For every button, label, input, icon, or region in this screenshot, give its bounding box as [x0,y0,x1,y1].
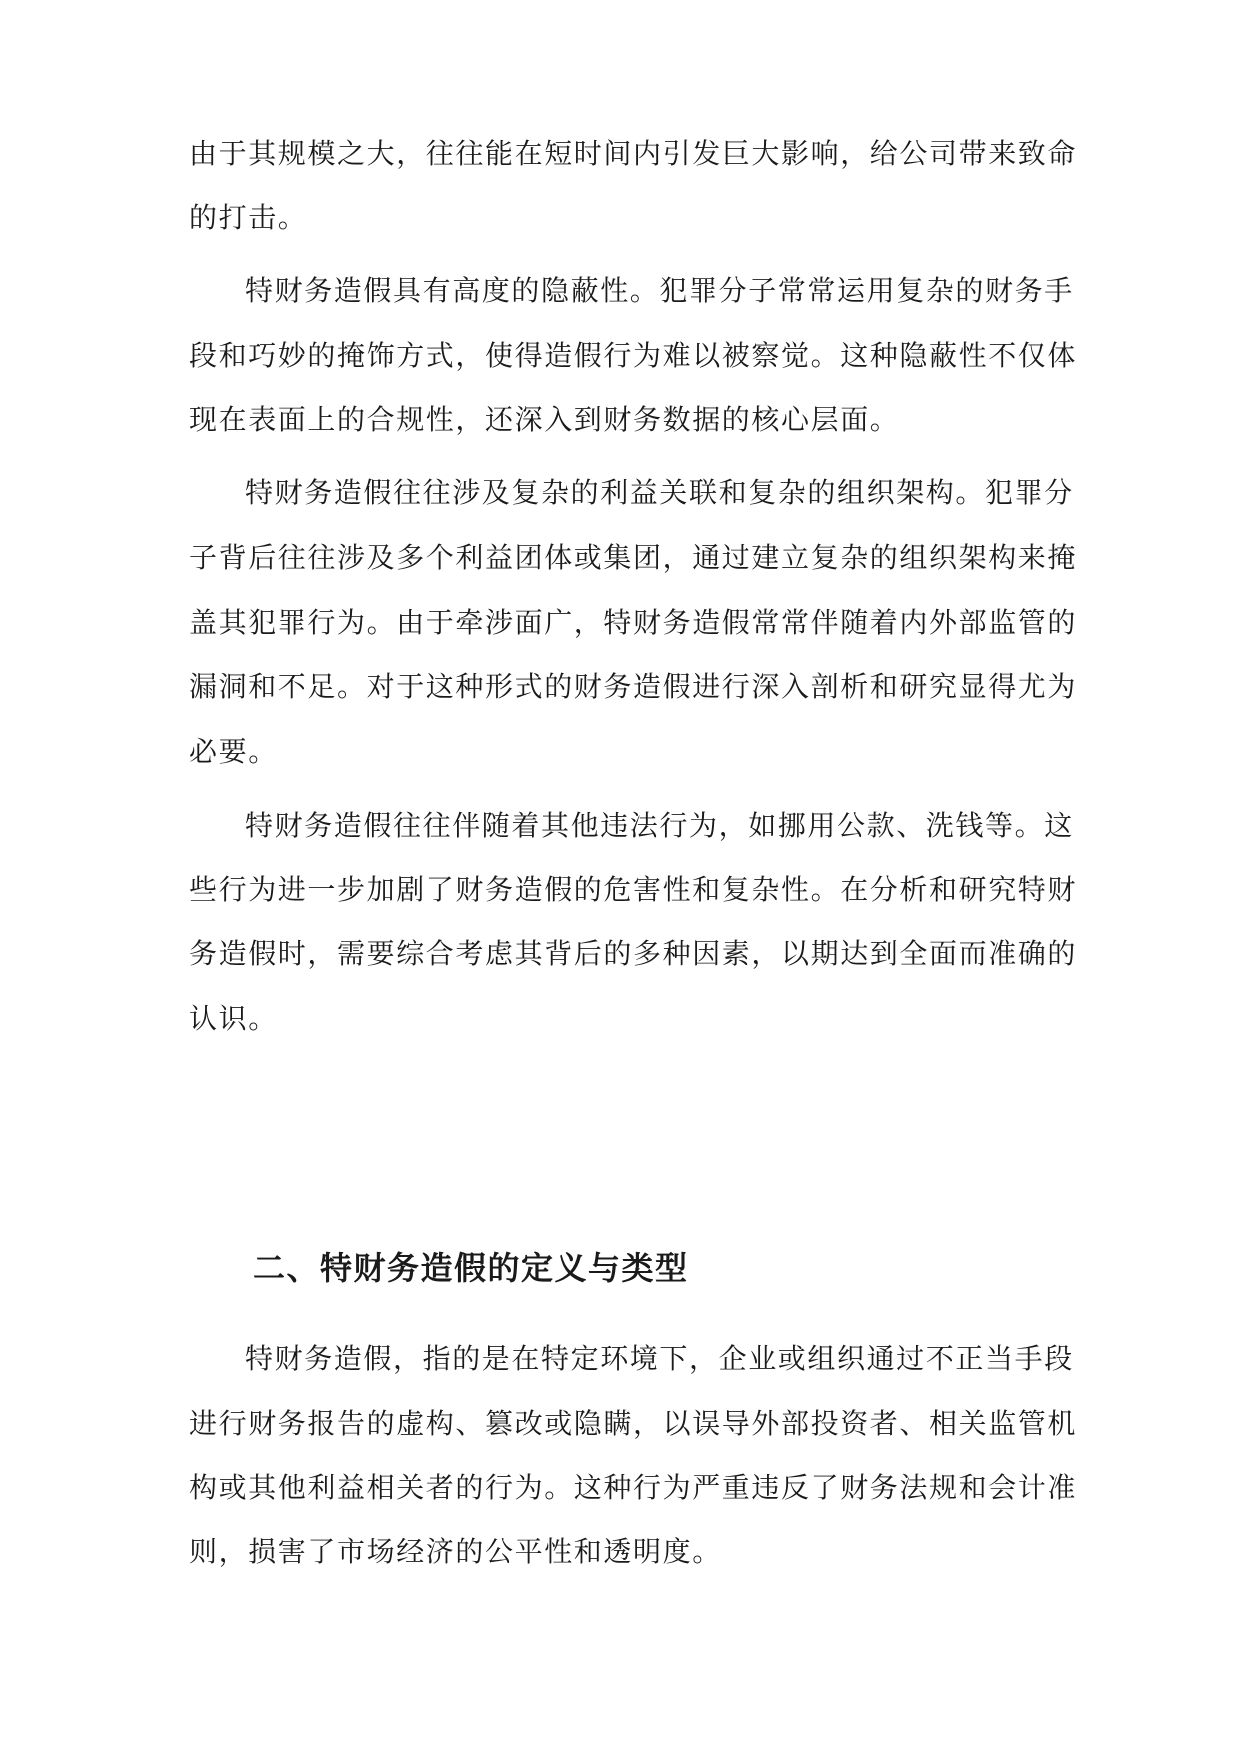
text-line: 特财务造假具有高度的隐蔽性。犯罪分子常常运用复杂的财务手 [245,274,1074,307]
text-line: 特财务造假，指的是在特定环境下，企业或组织通过不正当手段 [245,1342,1074,1375]
text-line: 由于其规模之大，往往能在短时间内引发巨大影响，给公司带来致命 [189,137,1078,170]
text-line: 盖其犯罪行为。由于牵涉面广，特财务造假常常伴随着内外部监管的 [189,606,1078,639]
text-line: 则，损害了市场经济的公平性和透明度。 [189,1535,722,1568]
text-line: 务造假时，需要综合考虑其背后的多种因素，以期达到全面而准确的 [189,937,1078,970]
text-line: 漏洞和不足。对于这种形式的财务造假进行深入剖析和研究显得尤为 [189,670,1078,703]
text-line: 子背后往往涉及多个利益团体或集团，通过建立复杂的组织架构来掩 [189,541,1078,574]
text-line: 构或其他利益相关者的行为。这种行为严重违反了财务法规和会计准 [189,1471,1078,1504]
text-line: 的打击。 [189,201,308,234]
text-line: 特财务造假往往伴随着其他违法行为，如挪用公款、洗钱等。这 [245,809,1074,842]
text-line: 现在表面上的合规性，还深入到财务数据的核心层面。 [189,403,900,436]
text-line: 特财务造假往往涉及复杂的利益关联和复杂的组织架构。犯罪分 [245,476,1074,509]
text-line: 些行为进一步加剧了财务造假的危害性和复杂性。在分析和研究特财 [189,873,1078,906]
section-heading: 二、特财务造假的定义与类型 [253,1249,689,1287]
text-line: 段和巧妙的掩饰方式，使得造假行为难以被察觉。这种隐蔽性不仅体 [189,339,1078,372]
text-line: 认识。 [189,1002,278,1035]
text-line: 进行财务报告的虚构、篡改或隐瞒，以误导外部投资者、相关监管机 [189,1407,1078,1440]
text-line: 必要。 [189,735,278,768]
